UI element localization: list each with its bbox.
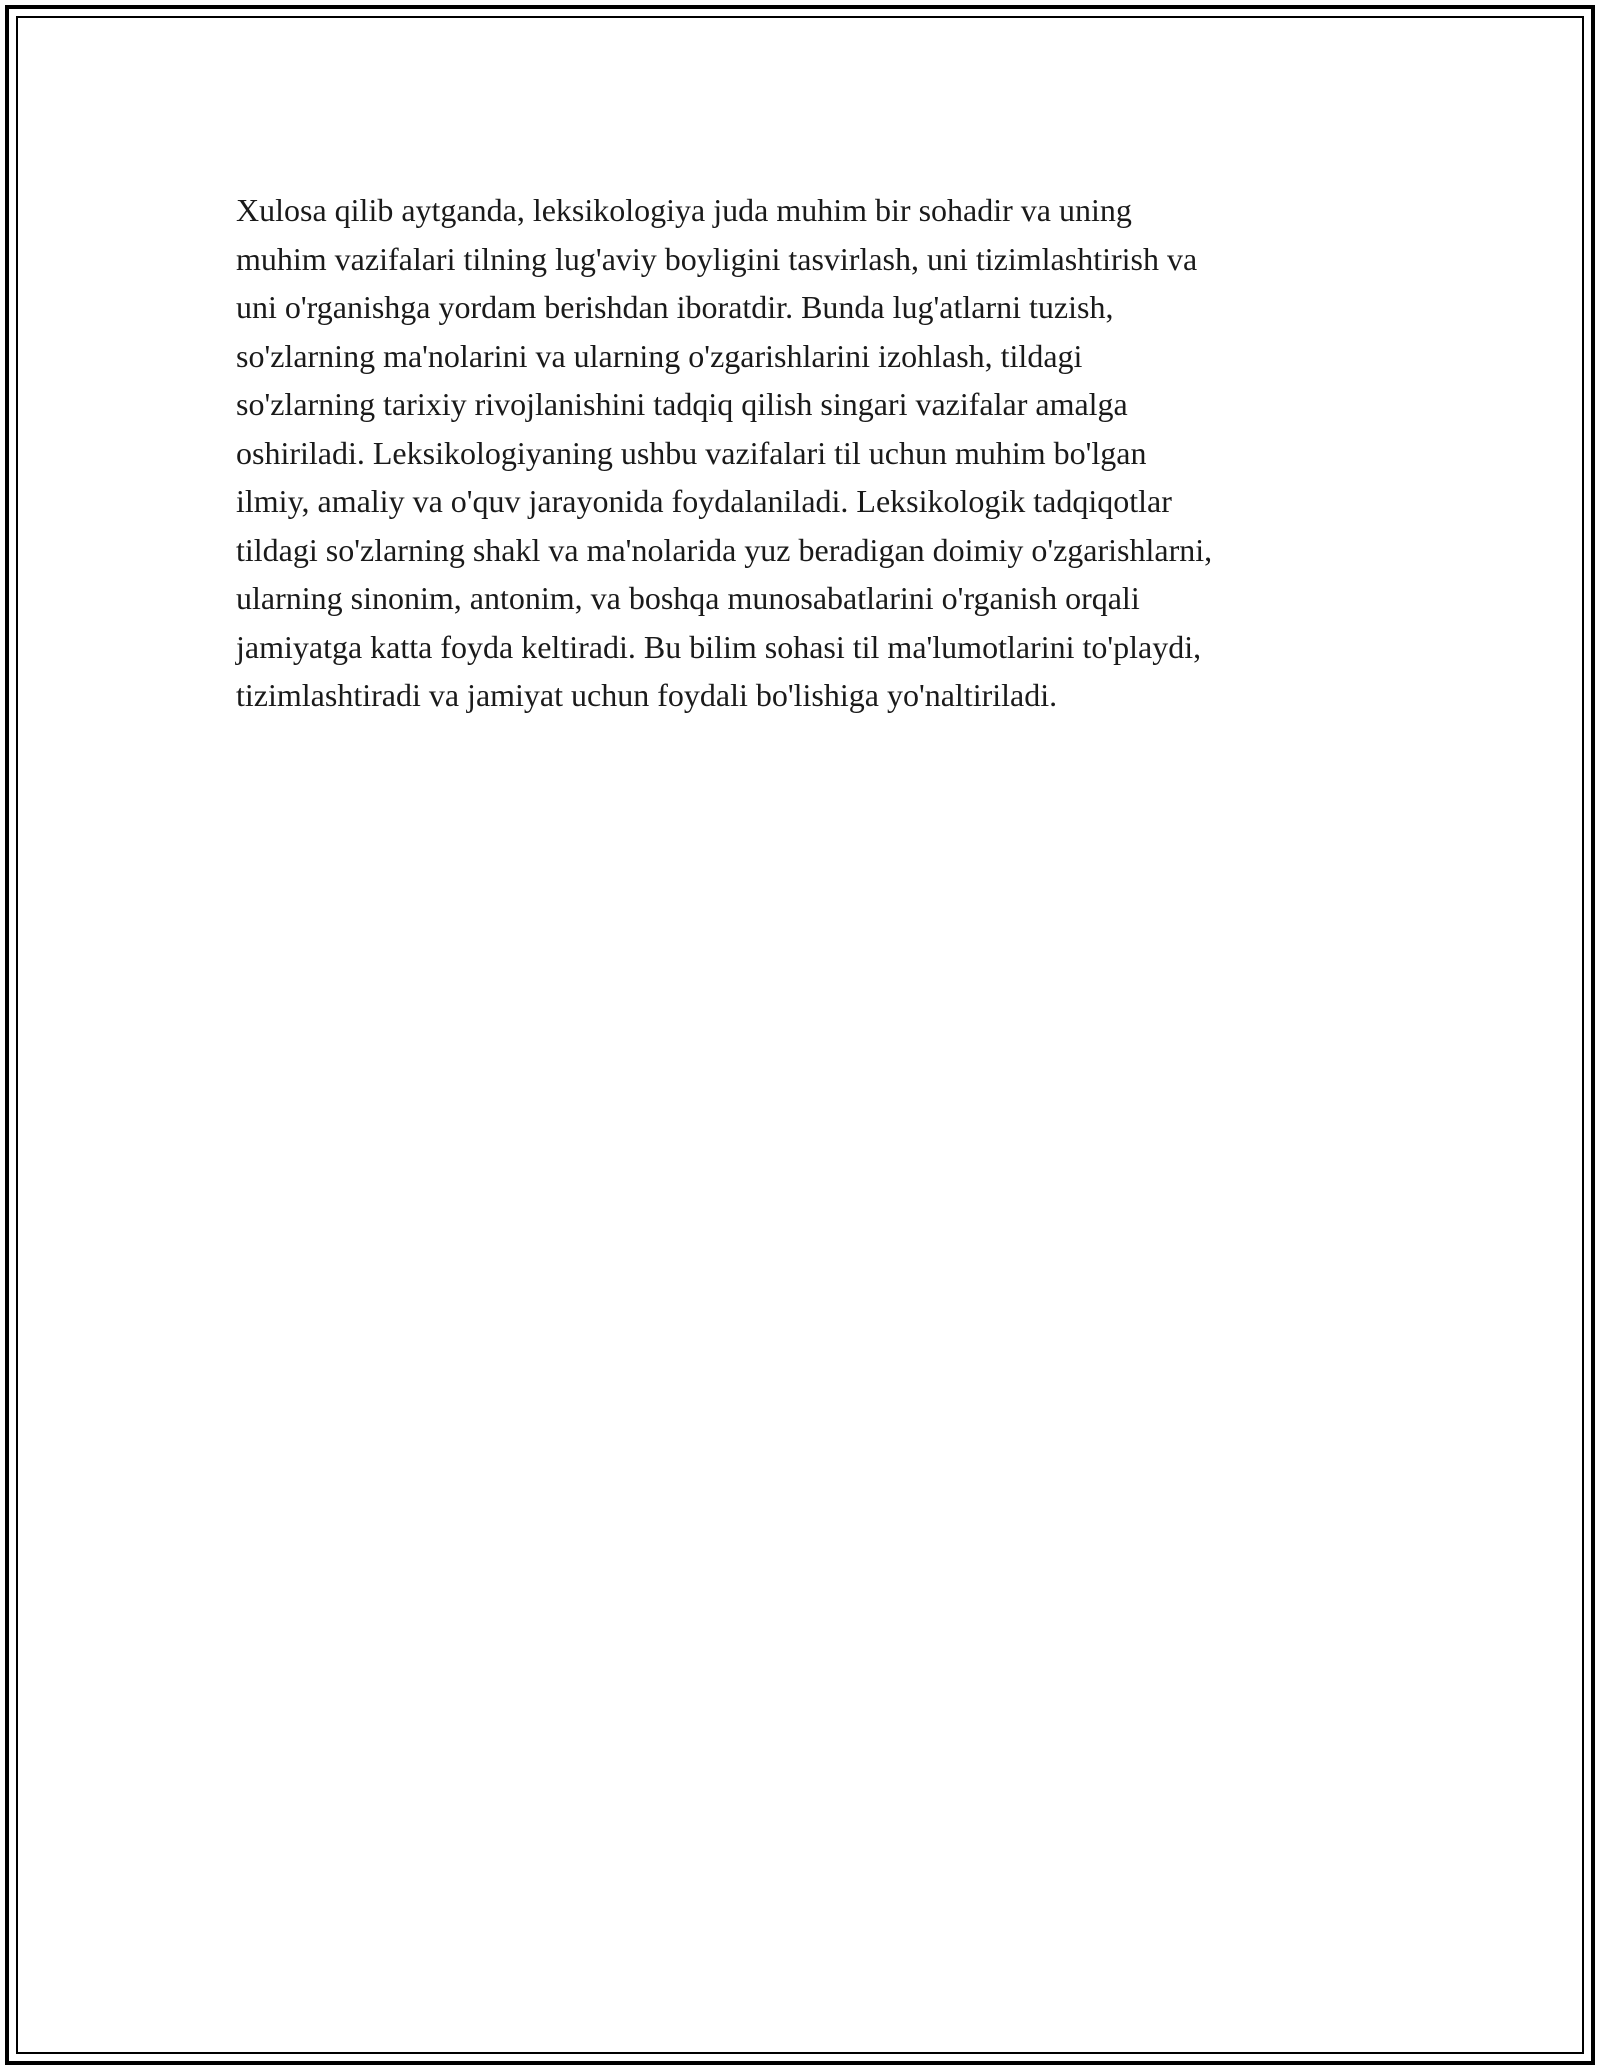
paragraph-line: oshiriladi. Leksikologiyaning ushbu vazifalari til uchun muhim bo'lgan: [236, 434, 1147, 471]
paragraph-line: tizimlashtiradi va jamiyat uchun foydali bo'lishiga yo'naltiriladi.: [236, 677, 1058, 713]
paragraph-line: Xulosa qilib aytganda, leksikologiya juda muhim bir sohadir va uning: [236, 192, 1132, 228]
paragraph-line: so'zlarning ma'nolarini va ularning o'zgarishlarini izohlash, tildagi: [236, 337, 1083, 374]
paragraph-line: so'zlarning tarixiy rivojlanishini tadqiq qilish singari vazifalar amalga: [236, 386, 1128, 422]
paragraph-line: jamiyatga katta foyda keltiradi. Bu bilim sohasi til ma'lumotlarini to'playdi,: [236, 628, 1202, 665]
paragraph-line: tildagi so'zlarning shakl va ma'nolarida yuz beradigan doimiy o'zgarishlarni,: [236, 531, 1213, 568]
paragraph-line: muhim vazifalari tilning lug'aviy boyligini tasvirlash, uni tizimlashtirish va: [236, 240, 1198, 277]
paragraph-line: uni o'rganishga yordam berishdan iboratdir. Bunda lug'atlarni tuzish,: [236, 289, 1114, 325]
conclusion-paragraph: [236, 186, 1376, 720]
paragraph-line: ularning sinonim, antonim, va boshqa munosabatlarini o'rganish orqali: [236, 580, 1140, 616]
paragraph-line: ilmiy, amaliy va o'quv jarayonida foydalaniladi. Leksikologik tadqiqotlar: [236, 483, 1172, 519]
